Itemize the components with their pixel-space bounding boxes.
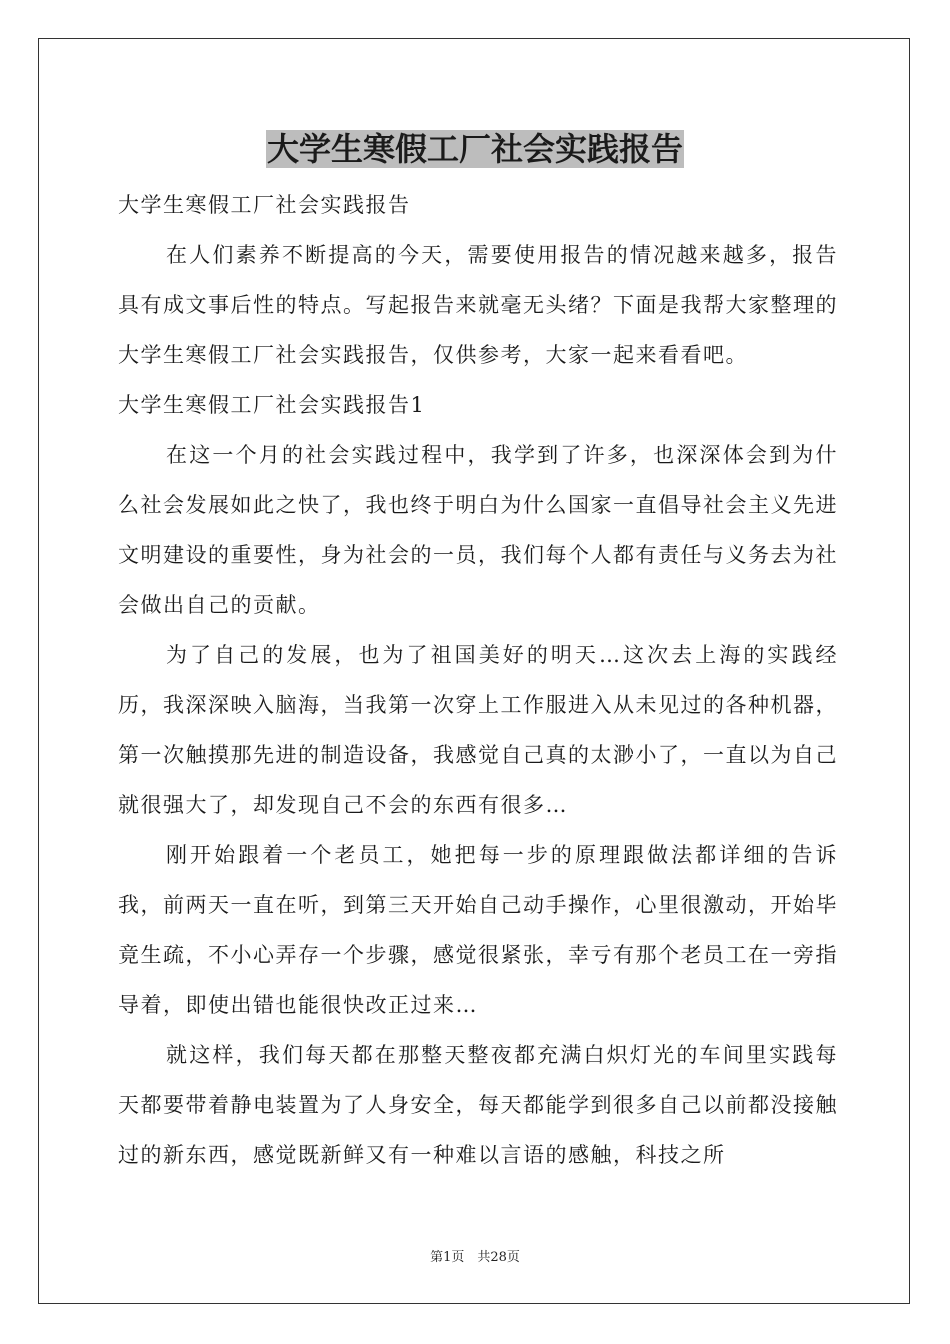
body-paragraph: 刚开始跟着一个老员工，她把每一步的原理跟做法都详细的告诉我，前两天一直在听，到第三天开始自己动手操作，心里很激动，开始毕竟生疏，不小心弄存一个步骤，感觉很紧张，幸亏有那个老员工在一旁指导着，即使出错也能很快改正过来…: [118, 843, 838, 1017]
document-body: [118, 180, 838, 1180]
body-paragraph: 在人们素养不断提高的今天，需要使用报告的情况越来越多，报告具有成文事后性的特点。写起报告来就毫无头绪？下面是我帮大家整理的大学生寒假工厂社会实践报告，仅供参考，大家一起来看看吧。: [118, 243, 838, 367]
document-title-text: 大学生寒假工厂社会实践报告: [266, 130, 683, 168]
body-paragraph: 大学生寒假工厂社会实践报告: [118, 193, 411, 217]
body-paragraph: 在这一个月的社会实践过程中，我学到了许多，也深深体会到为什么社会发展如此之快了，我也终于明白为什么国家一直倡导社会主义先进文明建设的重要性，身为社会的一员，我们每个人都有责任与义务去为社会做出自己的贡献。: [118, 443, 838, 617]
page-number-footer: 第1页 共28页: [430, 1250, 520, 1265]
document-title: [0, 127, 950, 171]
body-paragraph: 大学生寒假工厂社会实践报告1: [118, 393, 426, 417]
body-paragraph: 就这样，我们每天都在那整天整夜都充满白炽灯光的车间里实践每天都要带着静电装置为了人身安全，每天都能学到很多自己以前都没接触过的新东西，感觉既新鲜又有一种难以言语的感触，科技之所: [118, 1043, 838, 1167]
body-paragraph: 为了自己的发展，也为了祖国美好的明天…这次去上海的实践经历，我深深映入脑海，当我第一次穿上工作服进入从未见过的各种机器，第一次触摸那先进的制造设备，我感觉自己真的太渺小了，一直以为自己就很强大了，却发现自己不会的东西有很多…: [118, 643, 838, 817]
